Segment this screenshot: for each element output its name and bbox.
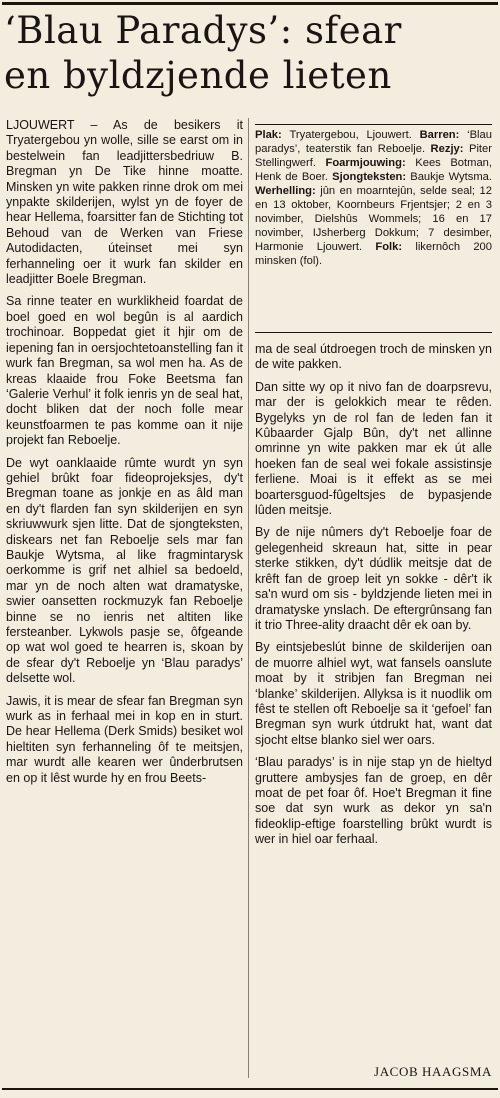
info-folk: likernôch 200 minsken (fol). bbox=[255, 241, 492, 267]
info-label-werhelling: Werhelling: bbox=[255, 185, 321, 197]
info-label-rezjy: Rezjy: bbox=[430, 143, 469, 155]
headline-line-2: en byldzjende lieten bbox=[4, 54, 392, 97]
info-label-foarmjouwing: Foarmjouwing: bbox=[325, 157, 416, 169]
info-label-plak: Plak: bbox=[255, 129, 290, 141]
info-barren: ‘Blau paradys’, teaterstik fan Reboelje. bbox=[255, 129, 492, 155]
info-plak: Tryatergebou, Ljouwert. bbox=[289, 129, 420, 141]
info-label-folk: Folk: bbox=[375, 241, 416, 253]
paragraph: De wyt oanklaaide rûmte wurdt yn syn gehiel brûkt foar fideoprojeksjes, dy't Bregman toane as jonkje en as âld man en dy't flarden fan syn skilderijen en syn skriuwwurk sjen litte. Dat de sjongteksten, diskears net fan Reboelje sels mar fan Baukje Wytsma, al like fragmintarysk oerkomme is grif net alhiel sa bedoeld, mar yn de noch alten wat dramatyske, swier oansetten rockmuzyk fan Reboelje binne se no ienris net altiten like fersteanber. Lykwols pasje se, ôfgeande op wat wol goed te hearren is, skoan by de sfear dy't Reboelje yn ‘Blau paradys’ delsette wol. bbox=[6, 455, 243, 686]
paragraph: By eintsjebeslút binne de skilderijen oan de muorre alhiel wyt, wat fansels oanslute moat by it stribjen fan Bregman nei ‘blanke’ skilderijen. Allyksa is it nuodlik om fêst te stellen oft Reboelje sa it ‘gefoel’ fan Bregman syn wurk útdrukt hat, want dat sjocht eltse blanko siel wer oars. bbox=[255, 640, 492, 747]
headline bbox=[4, 8, 496, 98]
info-sjongteksten: Baukje Wytsma. bbox=[410, 171, 492, 183]
paragraph: ‘Blau paradys’ is in nije stap yn de hieltyd gruttere ambysjes fan de groep, en dêr moat de pet foar ôf. Hoe't Bregman it fine soe dat syn wurk as dekor yn sa'n fideoklip-eftige foarstelling brûkt wurdt is wer in hiel oar ferhaal. bbox=[255, 755, 492, 847]
paragraph: Sa rinne teater en wurklikheid foardat de boel goed en wol begûn is al aardich trochinoar. Boppedat giet it hjir om de iepening fan in oersjochtetoanstelling fan it wurk fan Bregman, sa wol men ha. As de kreas klaaide frou Foke Beetsma fan ‘Galerie Verhul’ it folk ienris yn de seal hat, docht bliken dat der noch folle mear keunstfoarmen te pas komme oan it nije projekt fan Reboelje. bbox=[6, 294, 243, 448]
author-byline: JACOB HAAGSMA bbox=[374, 1064, 492, 1079]
info-werhelling: jûn en moarntejûn, selde seal; 12 en 13 oktober, Koornbeurs Frjentsjer; 2 en 3 novimber, Dielshûs Wommels; 16 en 17 novimber, IJsherberg Dokkum; 7 desimber, Harmonie Ljouwert. bbox=[255, 185, 492, 253]
paragraph: Dan sitte wy op it nivo fan de doarpsrevu, mar der is gelokkich mear te rêden. Bygelyks yn de rol fan de leden fan it Kûbaarder Gjalp Bûn, dy't net allinne omrinne yn wite pakken mar ek út alle hoeken fan de seal wei fokale assistinsje ferliene. Moai is it effekt as se mei boartersguod-fûgeltsjes de bypasjende lûden meitsje. bbox=[255, 379, 492, 518]
info-box-bottom-rule bbox=[255, 332, 492, 333]
production-info-box bbox=[255, 128, 492, 298]
column-divider bbox=[248, 118, 249, 1078]
bottom-rule bbox=[2, 1088, 498, 1090]
info-label-sjongteksten: Sjongteksten: bbox=[332, 171, 411, 183]
info-rezjy: Piter Stellingwerf. bbox=[255, 143, 492, 169]
info-label-barren: Barren: bbox=[419, 129, 468, 141]
paragraph: LJOUWERT – As de besikers it Tryatergebou yn wolle, sille se earst om in bestelwein fan leadjittersbedriuw B. Bregman yn De Tike hinne moatte. Minsken yn wite pakken rinne drok om mei ynpakte skilderijen, wylst yn de foyer de hear Hellema, foarsitter fan de Stichting tot Behoud van de Werken van Friese Autodidacten, úteinset mei syn ferhanneling oer it wurk fan skilder en leadjitter Boele Bregman. bbox=[6, 118, 243, 287]
paragraph: Jawis, it is mear de sfear fan Bregman syn wurk as in ferhaal mei in kop en in sturt. De hear Hellema (Derk Smids) besiket wol hieltiten syn ferhanneling ôf te meitsjen, mar wurdt alle kearen wer ûnderbrutsen en op it lêst wurde hy en frou Beets- bbox=[6, 693, 243, 785]
paragraph: ma de seal útdroegen troch de minsken yn de wite pakken. bbox=[255, 342, 492, 372]
article-column-2 bbox=[255, 342, 492, 1022]
headline-line-1: ‘Blau Paradys’: sfear bbox=[4, 9, 402, 52]
top-rule bbox=[2, 2, 498, 5]
paragraph: By de nije nûmers dy't Reboelje foar de gelegenheid skreaun hat, sitte in pear sterke stikken, dy't dúdlik meitsje dat de krêft fan de groep leit yn sokke - dêr't ik sa'n wurd om sis - byldzjende lieten mei in dramatyske ynslach. De eftergrûnsang fan it trio Three-ality draacht dêr ek oan by. bbox=[255, 525, 492, 632]
info-foarmjouwing: Kees Botman, Henk de Boer. bbox=[255, 157, 492, 183]
info-box-top-rule bbox=[255, 124, 492, 125]
article-column-1 bbox=[6, 118, 243, 1078]
